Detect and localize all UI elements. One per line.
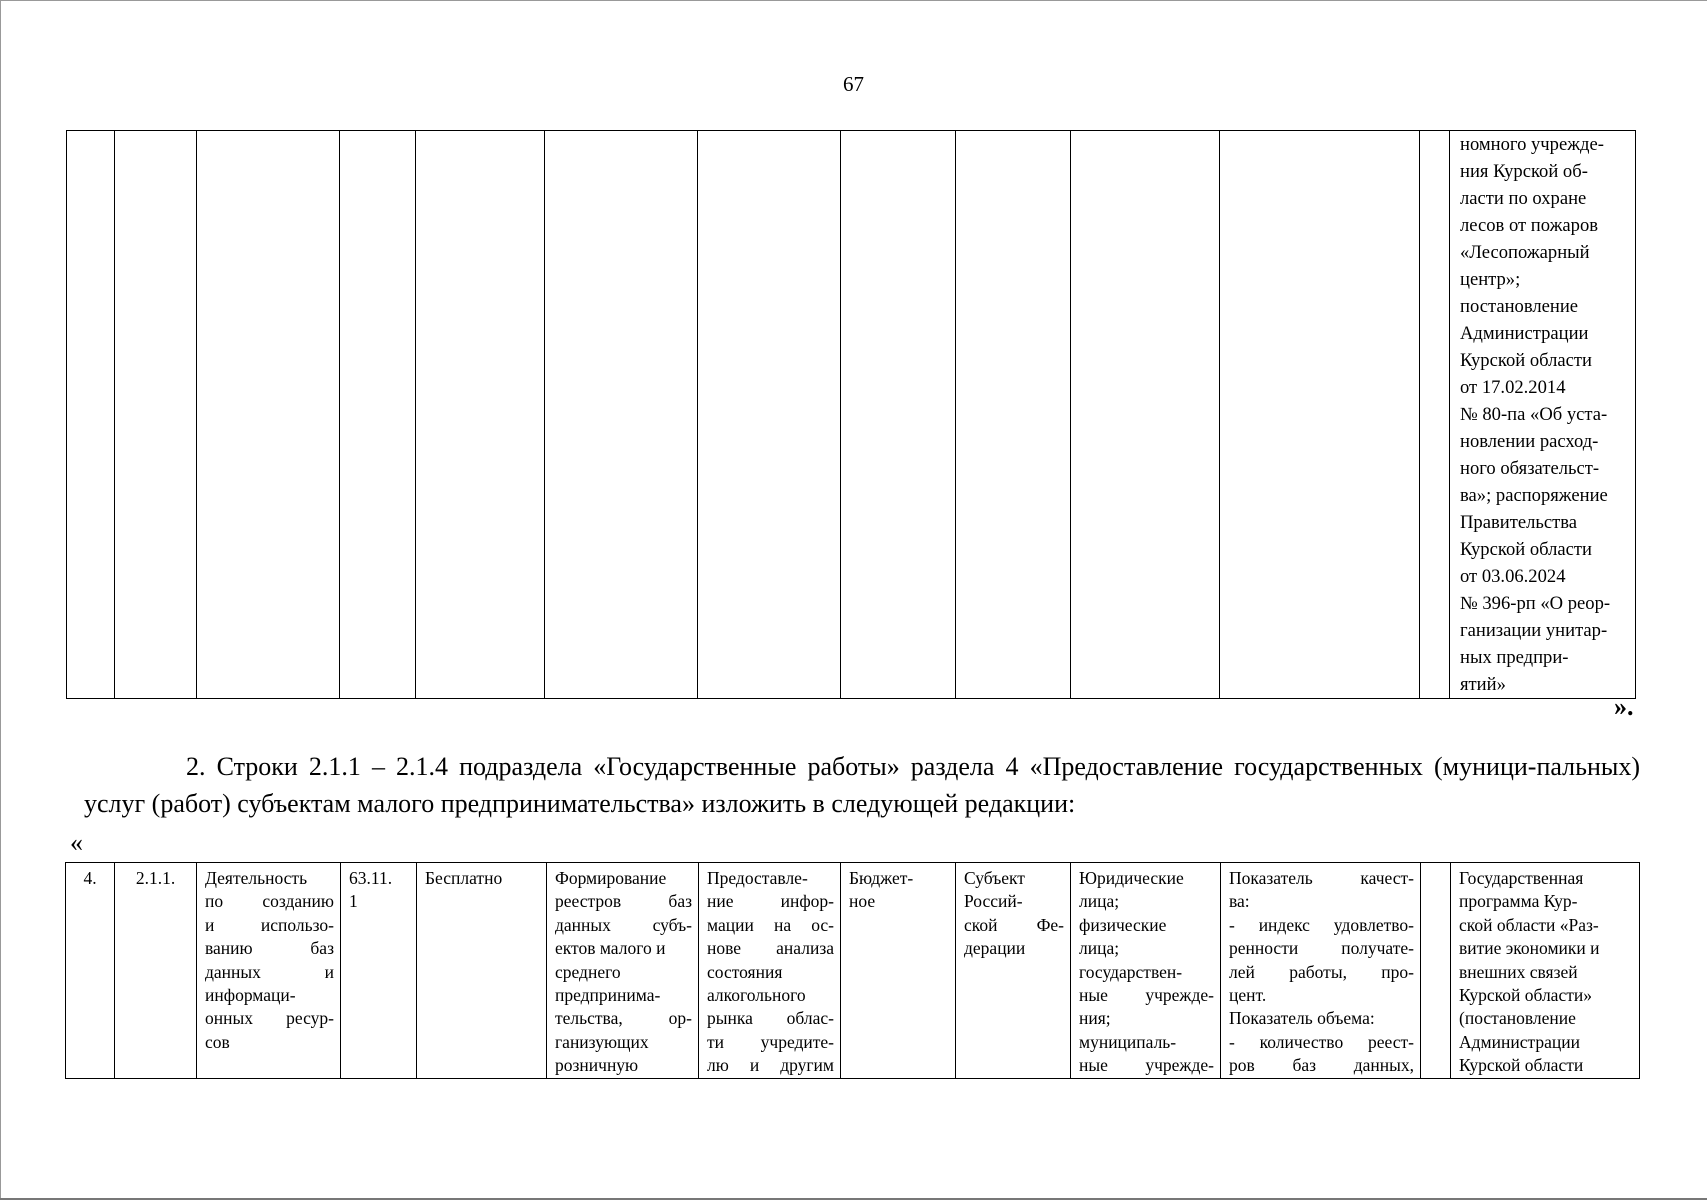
text-line: центр»; (1460, 269, 1521, 290)
text-line: ные учрежде- (1079, 1055, 1214, 1076)
text-line: государствен- (1079, 961, 1183, 982)
payment-type: Бесплатно (425, 868, 503, 888)
text-line: Администрации (1459, 1031, 1580, 1052)
text-line: 63.11. (349, 868, 393, 888)
text-line: 1 (349, 891, 358, 912)
text-line: лей работы, про- (1229, 961, 1414, 982)
text-line: данных и (205, 961, 334, 982)
text-line: онных ресур- (205, 1008, 334, 1029)
indicators (1221, 863, 1420, 1078)
row-number-cell (66, 863, 115, 1079)
text-line: Государственная (1459, 868, 1584, 888)
text-line: Юридические (1079, 868, 1184, 888)
table-cell (698, 131, 841, 699)
text-line: ской области «Раз- (1459, 914, 1599, 935)
text-line: розничную (555, 1055, 639, 1076)
text-line: ния; (1079, 1008, 1111, 1029)
text-line: ва: (1229, 891, 1250, 912)
text-line: Россий- (964, 891, 1023, 912)
text-line: реестров баз (555, 891, 692, 912)
text-line: ганизации унитар- (1460, 620, 1608, 641)
empty-cell-text (1421, 863, 1450, 867)
text-line: постановление (1460, 296, 1579, 317)
text-line: от 03.06.2024 (1460, 566, 1566, 587)
text-line: Бюджет- (849, 868, 914, 888)
empty-cell (1421, 863, 1451, 1079)
text-line: Показатель объема: (1229, 1008, 1375, 1029)
work-content-cell (547, 863, 699, 1079)
text-line: ного обязательст- (1460, 458, 1600, 479)
text-line: ние инфор- (707, 891, 834, 912)
text-line: ренности получате- (1229, 938, 1414, 959)
text-line: предпринима- (555, 985, 661, 1006)
services-table (65, 862, 1640, 1079)
text-line: ти учредите- (707, 1031, 834, 1052)
scan-edge-top (0, 0, 1707, 1)
table-cell (841, 131, 956, 699)
text-line: Курской области (1459, 1055, 1584, 1076)
text-line: Деятельность (205, 868, 308, 888)
table-cell (67, 131, 115, 699)
text-line: тельства, ор- (555, 1008, 692, 1029)
text-line: Показатель качест- (1229, 868, 1414, 888)
indicators-cell (1221, 863, 1421, 1079)
text-line: мации на ос- (707, 914, 834, 935)
work-content (547, 863, 698, 1078)
text-line: ные учрежде- (1079, 985, 1214, 1006)
text-line: физические (1079, 914, 1167, 935)
table-cell (115, 131, 197, 699)
text-line: ласти по охране (1460, 188, 1587, 209)
row-code-cell (115, 863, 197, 1079)
text-line: данных субъ- (555, 914, 692, 935)
legal-basis-cell (1451, 863, 1640, 1079)
legal-basis (1451, 863, 1639, 1078)
text-line: ное (849, 891, 876, 912)
amendment-paragraph: 2. Строки 2.1.1 – 2.1.4 подраздела «Государственные работы» раздела 4 «Предоставление государственных (муници-пальных) услуг (работ) субъектам малого предпринимательства» изложить в следующей редакции: (84, 752, 1640, 818)
okved-code-cell (341, 863, 417, 1079)
text-line: Курской области (1460, 539, 1592, 560)
institution-type (841, 863, 955, 914)
text-line: № 80-па «Об уста- (1460, 404, 1608, 425)
text-line: Правительства (1460, 512, 1578, 533)
opening-quote: « (70, 828, 83, 857)
scan-edge-left (0, 0, 1, 1200)
text-line: ров баз данных, (1229, 1055, 1414, 1076)
text-line: муниципаль- (1079, 1031, 1177, 1052)
text-line: новлении расход- (1460, 431, 1599, 452)
activity-name-cell (197, 863, 341, 1079)
text-line: и использо- (205, 914, 334, 935)
text-line: витие экономики и (1459, 938, 1600, 959)
text-line: Администрации (1460, 323, 1589, 344)
continued-table (66, 130, 1636, 699)
text-line: цент. (1229, 985, 1267, 1006)
table-cell (1220, 131, 1420, 699)
activity-name (197, 863, 340, 1054)
text-line: Курской области (1460, 350, 1592, 371)
table-cell (1071, 131, 1220, 699)
payment-type-cell (417, 863, 547, 1079)
text-line: лесов от пожаров (1460, 215, 1599, 236)
text-line: от 17.02.2014 (1460, 377, 1566, 398)
row-code: 2.1.1. (135, 868, 176, 888)
text-line: ния Курской об- (1460, 161, 1588, 182)
legal-basis-cell (1450, 131, 1636, 699)
text-line: ятий» (1460, 674, 1506, 695)
text-line: ных предпри- (1460, 647, 1569, 668)
okved-code (341, 863, 416, 914)
text-line: номного учрежде- (1460, 134, 1604, 155)
text-line: ва»; распоряжение (1460, 485, 1608, 506)
text-line: лица; (1079, 891, 1120, 912)
text-line: состояния (707, 961, 783, 982)
text-line: сов (205, 1031, 230, 1052)
text-line: нове анализа (707, 938, 834, 959)
text-line: Субъект (964, 868, 1025, 888)
text-line: ектов малого и (555, 938, 666, 959)
institution-type-cell (841, 863, 956, 1079)
service-level-cell (956, 863, 1071, 1079)
service-level (956, 863, 1070, 961)
text-line: лю и другим (707, 1055, 834, 1076)
work-result-cell (699, 863, 841, 1079)
text-line: ванию баз (205, 938, 334, 959)
text-line: - количество реест- (1229, 1031, 1414, 1052)
table-cell (956, 131, 1071, 699)
page-number: 67 (843, 72, 864, 96)
text-line: Предоставле- (707, 868, 808, 888)
consumers (1071, 863, 1220, 1078)
legal-basis-text (1450, 131, 1635, 698)
table-cell (197, 131, 340, 699)
row-number: 4. (83, 868, 97, 888)
table-row (67, 131, 1636, 699)
consumers-cell (1071, 863, 1221, 1079)
text-line: № 396-рп «О реор- (1460, 593, 1611, 614)
text-line: информаци- (205, 985, 296, 1006)
table-cell (545, 131, 698, 699)
text-line: (постановление (1459, 1008, 1576, 1029)
text-line: «Лесопожарный (1460, 242, 1590, 263)
text-line: алкогольного (707, 985, 806, 1006)
text-line: программа Кур- (1459, 891, 1578, 912)
table-cell (340, 131, 416, 699)
text-line: среднего (555, 961, 621, 982)
text-line: по созданию (205, 891, 334, 912)
closing-quote: ». (1614, 692, 1634, 721)
table-row (66, 863, 1640, 1079)
text-line: ской Фе- (964, 914, 1064, 935)
text-line: - индекс удовлетво- (1229, 914, 1414, 935)
text-line: Формирование (555, 868, 667, 888)
text-line: рынка облас- (707, 1008, 834, 1029)
text-line: ганизующих (555, 1031, 649, 1052)
text-line: внешних связей (1459, 961, 1578, 982)
text-line: дерации (964, 938, 1026, 959)
work-result (699, 863, 840, 1078)
text-line: Курской области» (1459, 985, 1592, 1006)
table-cell (416, 131, 545, 699)
table-cell (1420, 131, 1450, 699)
text-line: лица; (1079, 938, 1120, 959)
